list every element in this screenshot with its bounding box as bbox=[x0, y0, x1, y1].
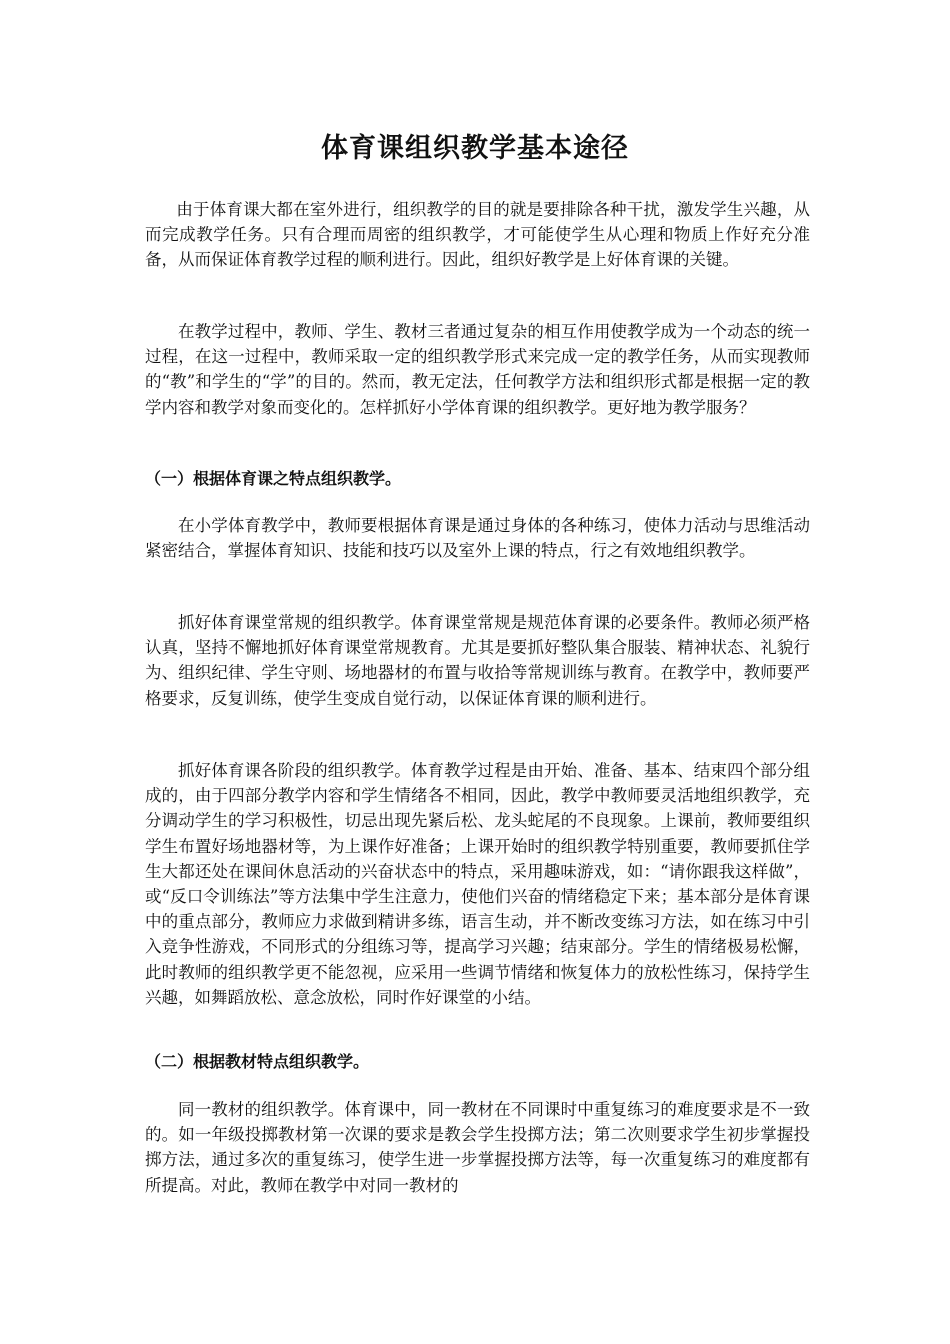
section-heading-2: （二）根据教材特点组织教学。 bbox=[145, 1052, 370, 1071]
paragraph-pe-features: 在小学体育教学中，教师要根据体育课是通过身体的各种练习，使体力活动与思维活动紧密结合，掌握体育知识、技能和技巧以及室外上课的特点，行之有效地组织教学。 bbox=[145, 516, 810, 561]
document-title: 体育课组织教学基本途径 bbox=[321, 133, 629, 164]
paragraph-same-material: 同一教材的组织教学。体育课中，同一教材在不同课时中重复练习的难度要求是不一致的。如一年级投掷教材第一次课的要求是教会学生投掷方法；第二次则要求学生初步掌握投掷方法，通过多次的重复练习，使学生进一步掌握投掷方法等，每一次重复练习的难度都有所提高。对此，教师在教学中对同一教材的 bbox=[145, 1100, 810, 1195]
paragraph-stages: 抓好体育课各阶段的组织教学。体育教学过程是由开始、准备、基本、结束四个部分组成的，由于四部分教学内容和学生情绪各不相同，因此，教学中教师要灵活地组织教学，充分调动学生的学习积极性，切忌出现先紧后松、龙头蛇尾的不良现象。上课前，教师要组织学生布置好场地器材等，为上课作好准备；上课开始时的组织教学特别重要，教师要抓住学生大都还处在课间休息活动的兴奋状态中的特点，采用趣味游戏，如：“请你跟我这样做”，或“反口令训练法”等方法集中学生注意力，使他们兴奋的情绪稳定下来；基本部分是体育课中的重点部分，教师应力求做到精讲多练，语言生动，并不断改变练习方法，如在练习中引入竞争性游戏，不同形式的分组练习等，提高学习兴趣；结束部分。学生的情绪极易松懈，此时教师的组织教学更不能忽视，应采用一些调节情绪和恢复体力的放松性练习，保持学生兴趣，如舞蹈放松、意念放松，同时作好课堂的小结。 bbox=[145, 761, 810, 1007]
paragraph-classroom-routine: 抓好体育课堂常规的组织教学。体育课堂常规是规范体育课的必要条件。教师必须严格认真，坚持不懈地抓好体育课堂常规教育。尤其是要抓好整队集合服装、精神状态、礼貌行为、组织纪律、学生守则、场地器材的布置与收拾等常规训练与教育。在教学中，教师要严格要求，反复训练，使学生变成自觉行动，以保证体育课的顺利进行。 bbox=[145, 613, 810, 708]
paragraph-intro: 由于体育课大都在室外进行，组织教学的目的就是要排除各种干扰，激发学生兴趣，从而完成教学任务。只有合理而周密的组织教学，才可能使学生从心理和物质上作好充分准备，从而保证体育教学过程的顺利进行。因此，组织好教学是上好体育课的关键。 bbox=[145, 200, 810, 270]
section-heading-1: （一）根据体育课之特点组织教学。 bbox=[145, 469, 402, 488]
paragraph-process: 在教学过程中，教师、学生、教材三者通过复杂的相互作用使教学成为一个动态的统一过程，在这一过程中，教师采取一定的组织教学形式来完成一定的教学任务，从而实现教师的“教”和学生的“学”的目的。然而，教无定法，任何教学方法和组织形式都是根据一定的教学内容和教学对象而变化的。怎样抓好小学体育课的组织教学。更好地为教学服务？ bbox=[145, 322, 810, 417]
